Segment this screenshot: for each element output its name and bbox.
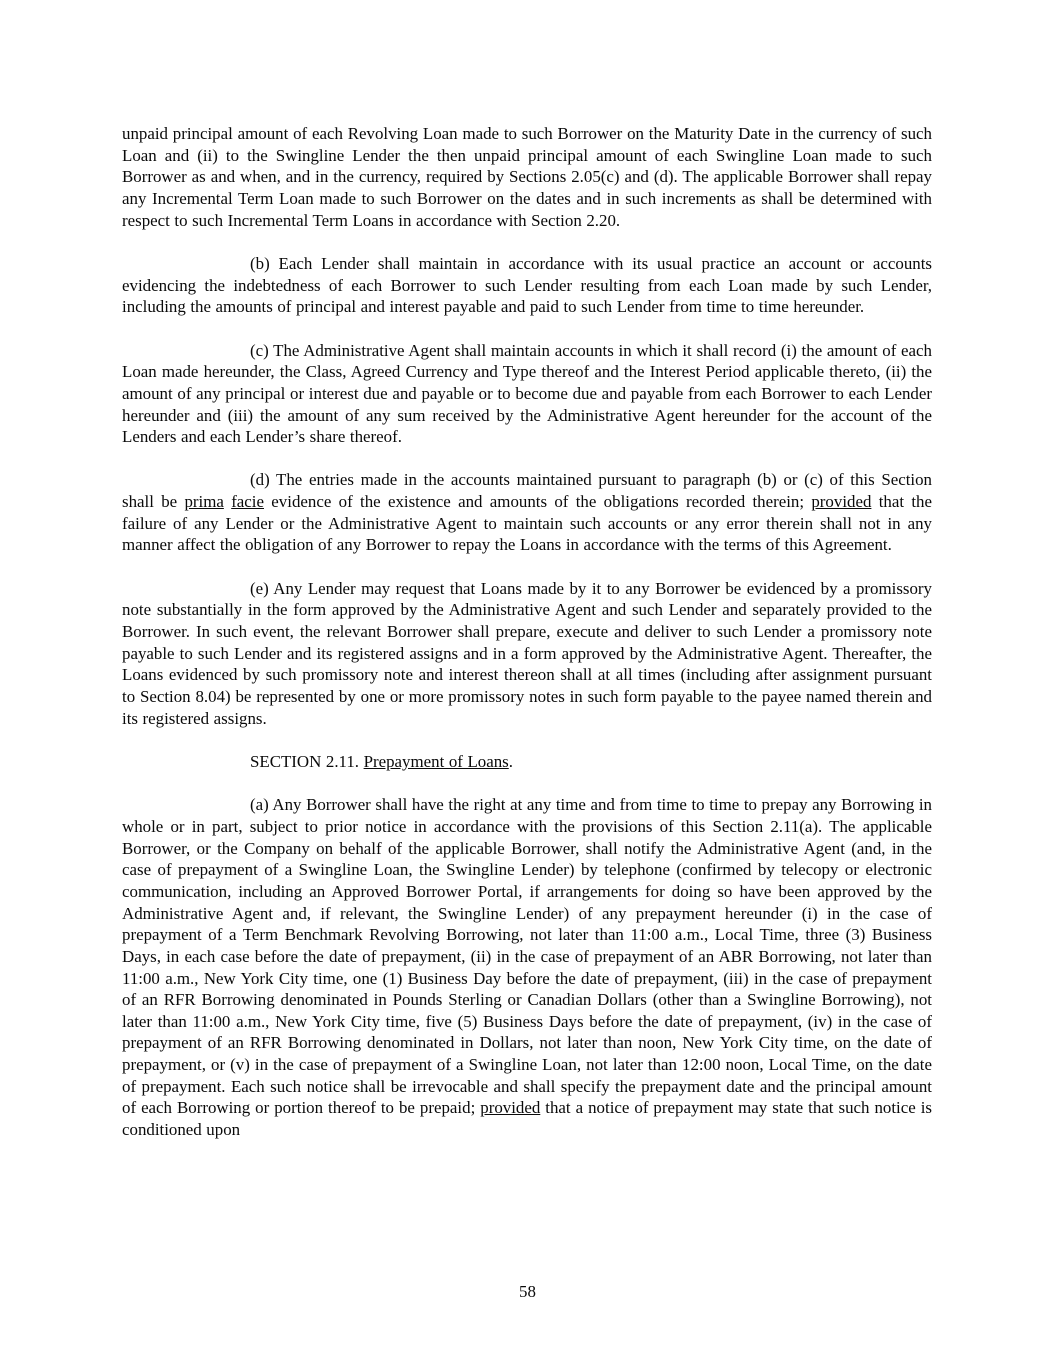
text-run: (a) Any Borrower shall have the right at any time and from time to time to prepay any Borrowing in whole or in part, subject to prior notice in accordance with the provisions of this Section 2.11(a). The applicable Borrower, or the Company on behalf of the applicable Borrower, shall notify the Administrative Agent (and, in the case of prepayment of a Swingline Loan, the Swingline Lender) by telephone (confirmed by telecopy or electronic communication, including an Approved Borrower Portal, if arrangements for doing so have been approved by the Administrative Agent and, if relevant, the Swingline Lender) of any prepayment hereunder (i) in the case of prepayment of a Term Benchmark Revolving Borrowing, not later than 11:00 a.m., Local Time, three (3) Business Days, in each case before the date of prepayment, (ii) in the case of prepayment of an ABR Borrowing, not later than 11:00 a.m., New York City time, one (1) Business Day before the date of prepayment, (iii) in the case of prepayment of an RFR Borrowing denominated in Pounds Sterling or Canadian Dollars (other than a Swingline Borrowing), not later than 11:00 a.m., New York City time, five (5) Business Days before the date of prepayment, (iv) in the case of prepayment of an RFR Borrowing denominated in Dollars, not later than noon, New York City time, on the date of prepayment, or (v) in the case of prepayment of a Swingline Loan, not later than 12:00 noon, Local Time, on the date of prepayment. Each such notice shall be irrevocable and shall specify the prepayment date and the principal amount of each Borrowing or portion thereof to be prepaid; <box>122 795 932 1118</box>
text-run: that a notice of prepayment may state that such notice is conditioned upon <box>122 1098 932 1140</box>
underlined-text: facie <box>231 492 264 512</box>
underlined-text: Prepayment of Loans <box>363 751 509 771</box>
underlined-text: prima <box>184 492 224 512</box>
text-run: . <box>508 751 513 771</box>
text-run: (b) Each Lender shall maintain in accordance with its usual practice an account or accounts evidencing the indebtedness of each Borrower to such Lender resulting from each Loan made by such Lender, including the amounts of principal and interest payable and paid to such Lender from time to time hereunder. <box>122 253 932 317</box>
underlined-text: provided <box>480 1098 541 1118</box>
paragraph <box>122 578 932 730</box>
text-run: (d) The entries made in the accounts maintained pursuant to paragraph (b) or (c) of this Section shall be <box>122 470 932 512</box>
paragraph <box>122 794 932 1141</box>
document-body <box>122 123 932 1141</box>
paragraph <box>122 123 932 231</box>
page-number: 58 <box>519 1282 536 1301</box>
page-footer <box>0 1281 1055 1303</box>
text-run: (c) The Administrative Agent shall maintain accounts in which it shall record (i) the amount of each Loan made hereunder, the Class, Agreed Currency and Type thereof and the Interest Period applicable thereto, (ii) the amount of any principal or interest due and payable or to become due and payable from each Borrower to each Lender hereunder and (iii) the amount of any sum received by the Administrative Agent hereunder for the account of the Lenders and each Lender’s share thereof. <box>122 340 932 447</box>
paragraph <box>122 469 932 556</box>
text-run: unpaid principal amount of each Revolving Loan made to such Borrower on the Maturity Date in the currency of such Loan and (ii) to the Swingline Lender the then unpaid principal amount of each Swingline Loan made to such Borrower as and when, and in the currency, required by Sections 2.05(c) and (d). The applicable Borrower shall repay any Incremental Term Loan made to such Borrower on the dates and in such increments as shall be determined with respect to such Incremental Term Loans in accordance with Section 2.20. <box>122 124 932 230</box>
text-run: that the failure of any Lender or the Administrative Agent to maintain such accounts or any error therein shall not in any manner affect the obligation of any Borrower to repay the Loans in accordance with the terms of this Agreement. <box>122 492 932 555</box>
section-heading <box>122 751 932 773</box>
text-run: (e) Any Lender may request that Loans made by it to any Borrower be evidenced by a promissory note substantially in the form approved by the Administrative Agent and such Lender and separately provided to the Borrower. In such event, the relevant Borrower shall prepare, execute and deliver to such Lender a promissory note payable to such Lender and its registered assigns and in a form approved by the Administrative Agent. Thereafter, the Loans evidenced by such promissory note and interest thereon shall at all times (including after assignment pursuant to Section 8.04) be represented by one or more promissory notes in such form payable to the payee named therein and its registered assigns. <box>122 578 932 728</box>
paragraph <box>122 340 932 448</box>
text-run: evidence of the existence and amounts of the obligations recorded therein; <box>264 492 812 512</box>
underlined-text: provided <box>811 492 872 512</box>
text-run: SECTION 2.11. <box>250 751 364 771</box>
paragraph <box>122 253 932 318</box>
